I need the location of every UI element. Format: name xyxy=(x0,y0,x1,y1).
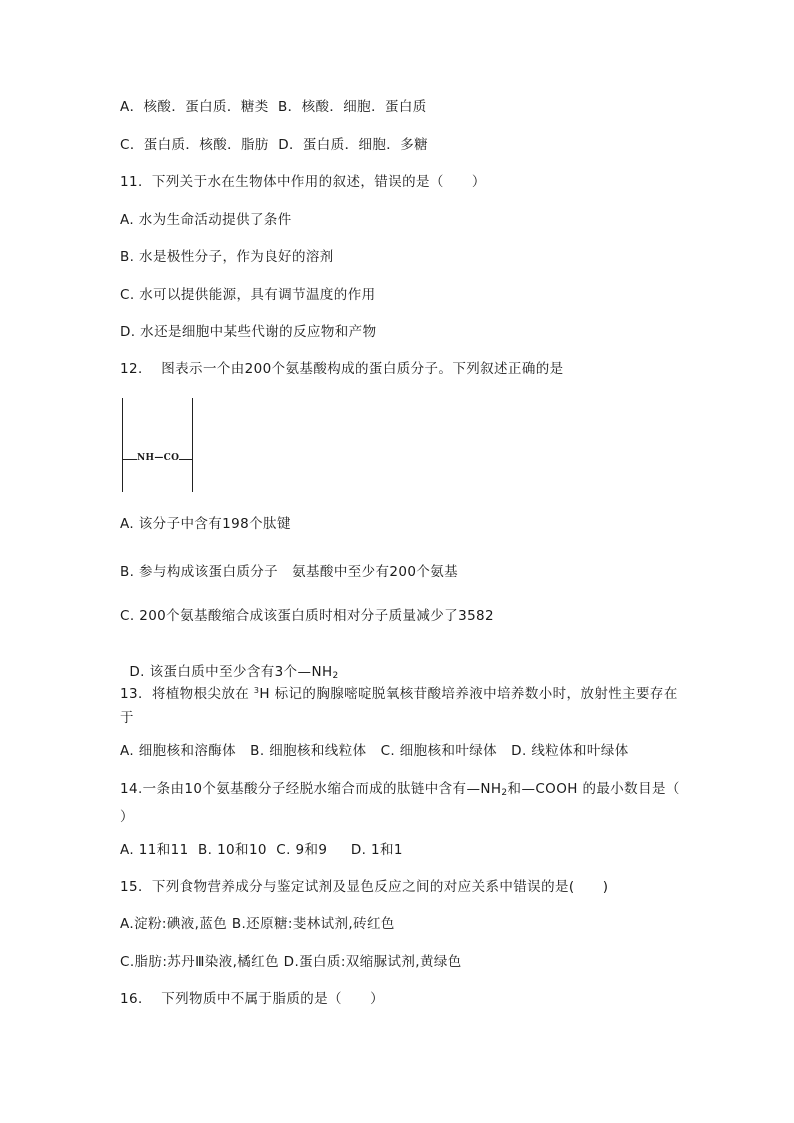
diagram-right-line xyxy=(192,398,193,492)
question-14-text-start: 14.一条由10个氨基酸分子经脱水缩合而成的肽链中含有—NH xyxy=(120,781,502,797)
superscript: 3 xyxy=(253,686,260,695)
subscript: 2 xyxy=(332,671,339,681)
question-12-option-c: C. 200个氨基酸缩合成该蛋白质时相对分子质量减少了3582 xyxy=(120,608,495,624)
option-line-ab: A．核酸．蛋白质．糖类 B．核酸．细胞．蛋白质 xyxy=(120,99,427,115)
question-13-options: A. 细胞核和溶酶体 B. 细胞核和线粒体 C. 细胞核和叶绿体 D. 线粒体和叶绿体 xyxy=(120,743,629,759)
diagram-label: NH—CO xyxy=(137,453,180,463)
question-11-option-b: B. 水是极性分子，作为良好的溶剂 xyxy=(120,249,334,265)
diagram-left-line xyxy=(122,398,123,492)
question-13 xyxy=(120,679,680,730)
subscript: 2 xyxy=(501,788,508,798)
question-14 xyxy=(120,777,680,829)
peptide-bond-diagram xyxy=(120,398,196,492)
question-14-text-end: 和—COOH 的最小数目是（ ） xyxy=(120,781,680,825)
question-13-text-end: H 标记的胸腺嘧啶脱氧核苷酸培养液中培养数小时，放射性主要存在于 xyxy=(120,686,678,726)
question-16: 16． 下列物质中不属于脂质的是（ ） xyxy=(120,991,385,1007)
question-15-options-ab: A.淀粉:碘液,蓝色 B.还原糖:斐林试剂,砖红色 xyxy=(120,916,395,932)
question-11-option-a: A. 水为生命活动提供了条件 xyxy=(120,212,292,228)
question-14-options: A. 11和11 B. 10和10 C. 9和9 D. 1和1 xyxy=(120,842,403,858)
question-12-option-b: B. 参与构成该蛋白质分子 氨基酸中至少有200个氨基 xyxy=(120,564,459,580)
question-11: 11．下列关于水在生物体中作用的叙述，错误的是（ ） xyxy=(120,174,486,190)
question-15: 15．下列食物营养成分与鉴定试剂及显色反应之间的对应关系中错误的是( ) xyxy=(120,879,609,895)
question-13-text-start: 13．将植物根尖放在 xyxy=(120,686,254,702)
question-15-options-cd: C.脂肪:苏丹Ⅲ染液,橘红色 D.蛋白质:双缩脲试剂,黄绿色 xyxy=(120,954,462,970)
question-12-option-a: A. 该分子中含有198个肽键 xyxy=(120,516,291,532)
question-11-option-c: C. 水可以提供能源，具有调节温度的作用 xyxy=(120,287,376,303)
question-11-option-d: D. 水还是细胞中某些代谢的反应物和产物 xyxy=(120,324,377,340)
option-line-cd: C．蛋白质．核酸．脂肪 D．蛋白质．细胞．多糖 xyxy=(120,137,429,153)
question-12: 12． 图表示一个由200个氨基酸构成的蛋白质分子。下列叙述正确的是 xyxy=(120,361,564,377)
question-12-option-d-text: D. 该蛋白质中至少含有3个—NH xyxy=(129,664,333,680)
